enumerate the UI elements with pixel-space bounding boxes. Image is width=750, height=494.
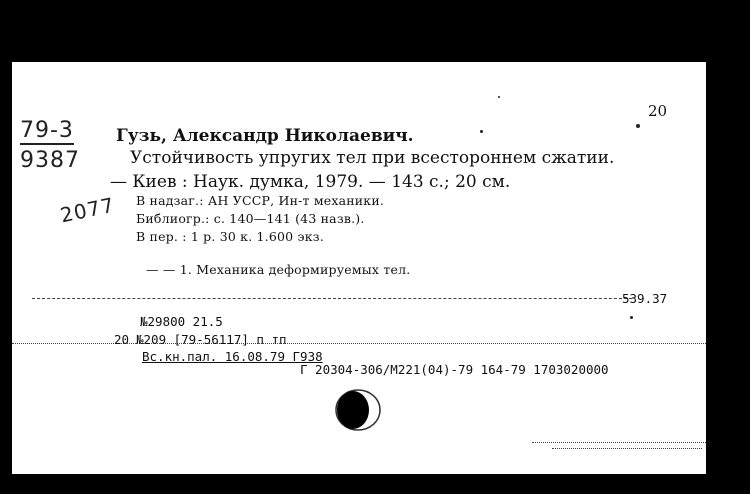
catalog-card [12, 62, 706, 474]
imprint: — Киев : Наук. думка, 1979. — 143 с.; 20 см. [110, 172, 511, 192]
author-name: Гузь, Александр Николаевич. [116, 126, 414, 146]
record-number: №29800 21.5 [140, 314, 223, 329]
card-number-prefix: 20 [114, 332, 130, 347]
book-chamber-note: Вс.кн.пал. 16.08.79 Г938 [142, 349, 323, 364]
speck [636, 124, 640, 128]
book-title: Устойчивость упругих тел при всестороннем сжатии. [130, 148, 615, 168]
classification-number: 539.37 [622, 291, 668, 306]
note-line-3: В пер. : 1 р. 30 к. 1.600 экз. [136, 229, 324, 244]
speck [498, 96, 500, 98]
speck [630, 316, 633, 319]
note-line-2: Библиогр.: с. 140—141 (43 назв.). [136, 211, 365, 226]
catalog-code: Г 20304-306/М221(04)-79 164-79 1703020000 [300, 362, 609, 377]
punch-hole-mark [330, 384, 386, 436]
page-number: 20 [648, 102, 668, 120]
note-line-1: В надзаг.: АН УССР, Ин-т механики. [136, 193, 385, 208]
bottom-rule-2 [552, 448, 702, 449]
classification-rule [32, 298, 632, 299]
handwritten-note: 2077 [58, 192, 117, 228]
speck [480, 130, 483, 133]
shelf-mark-top: 79-3 [20, 118, 74, 143]
bottom-rule-1 [532, 442, 706, 443]
card-number: №209 [79-56117] п тп [136, 332, 287, 347]
shelf-mark-bottom: 9387 [20, 148, 80, 173]
subject-heading: — — 1. Механика деформируемых тел. [146, 262, 411, 277]
